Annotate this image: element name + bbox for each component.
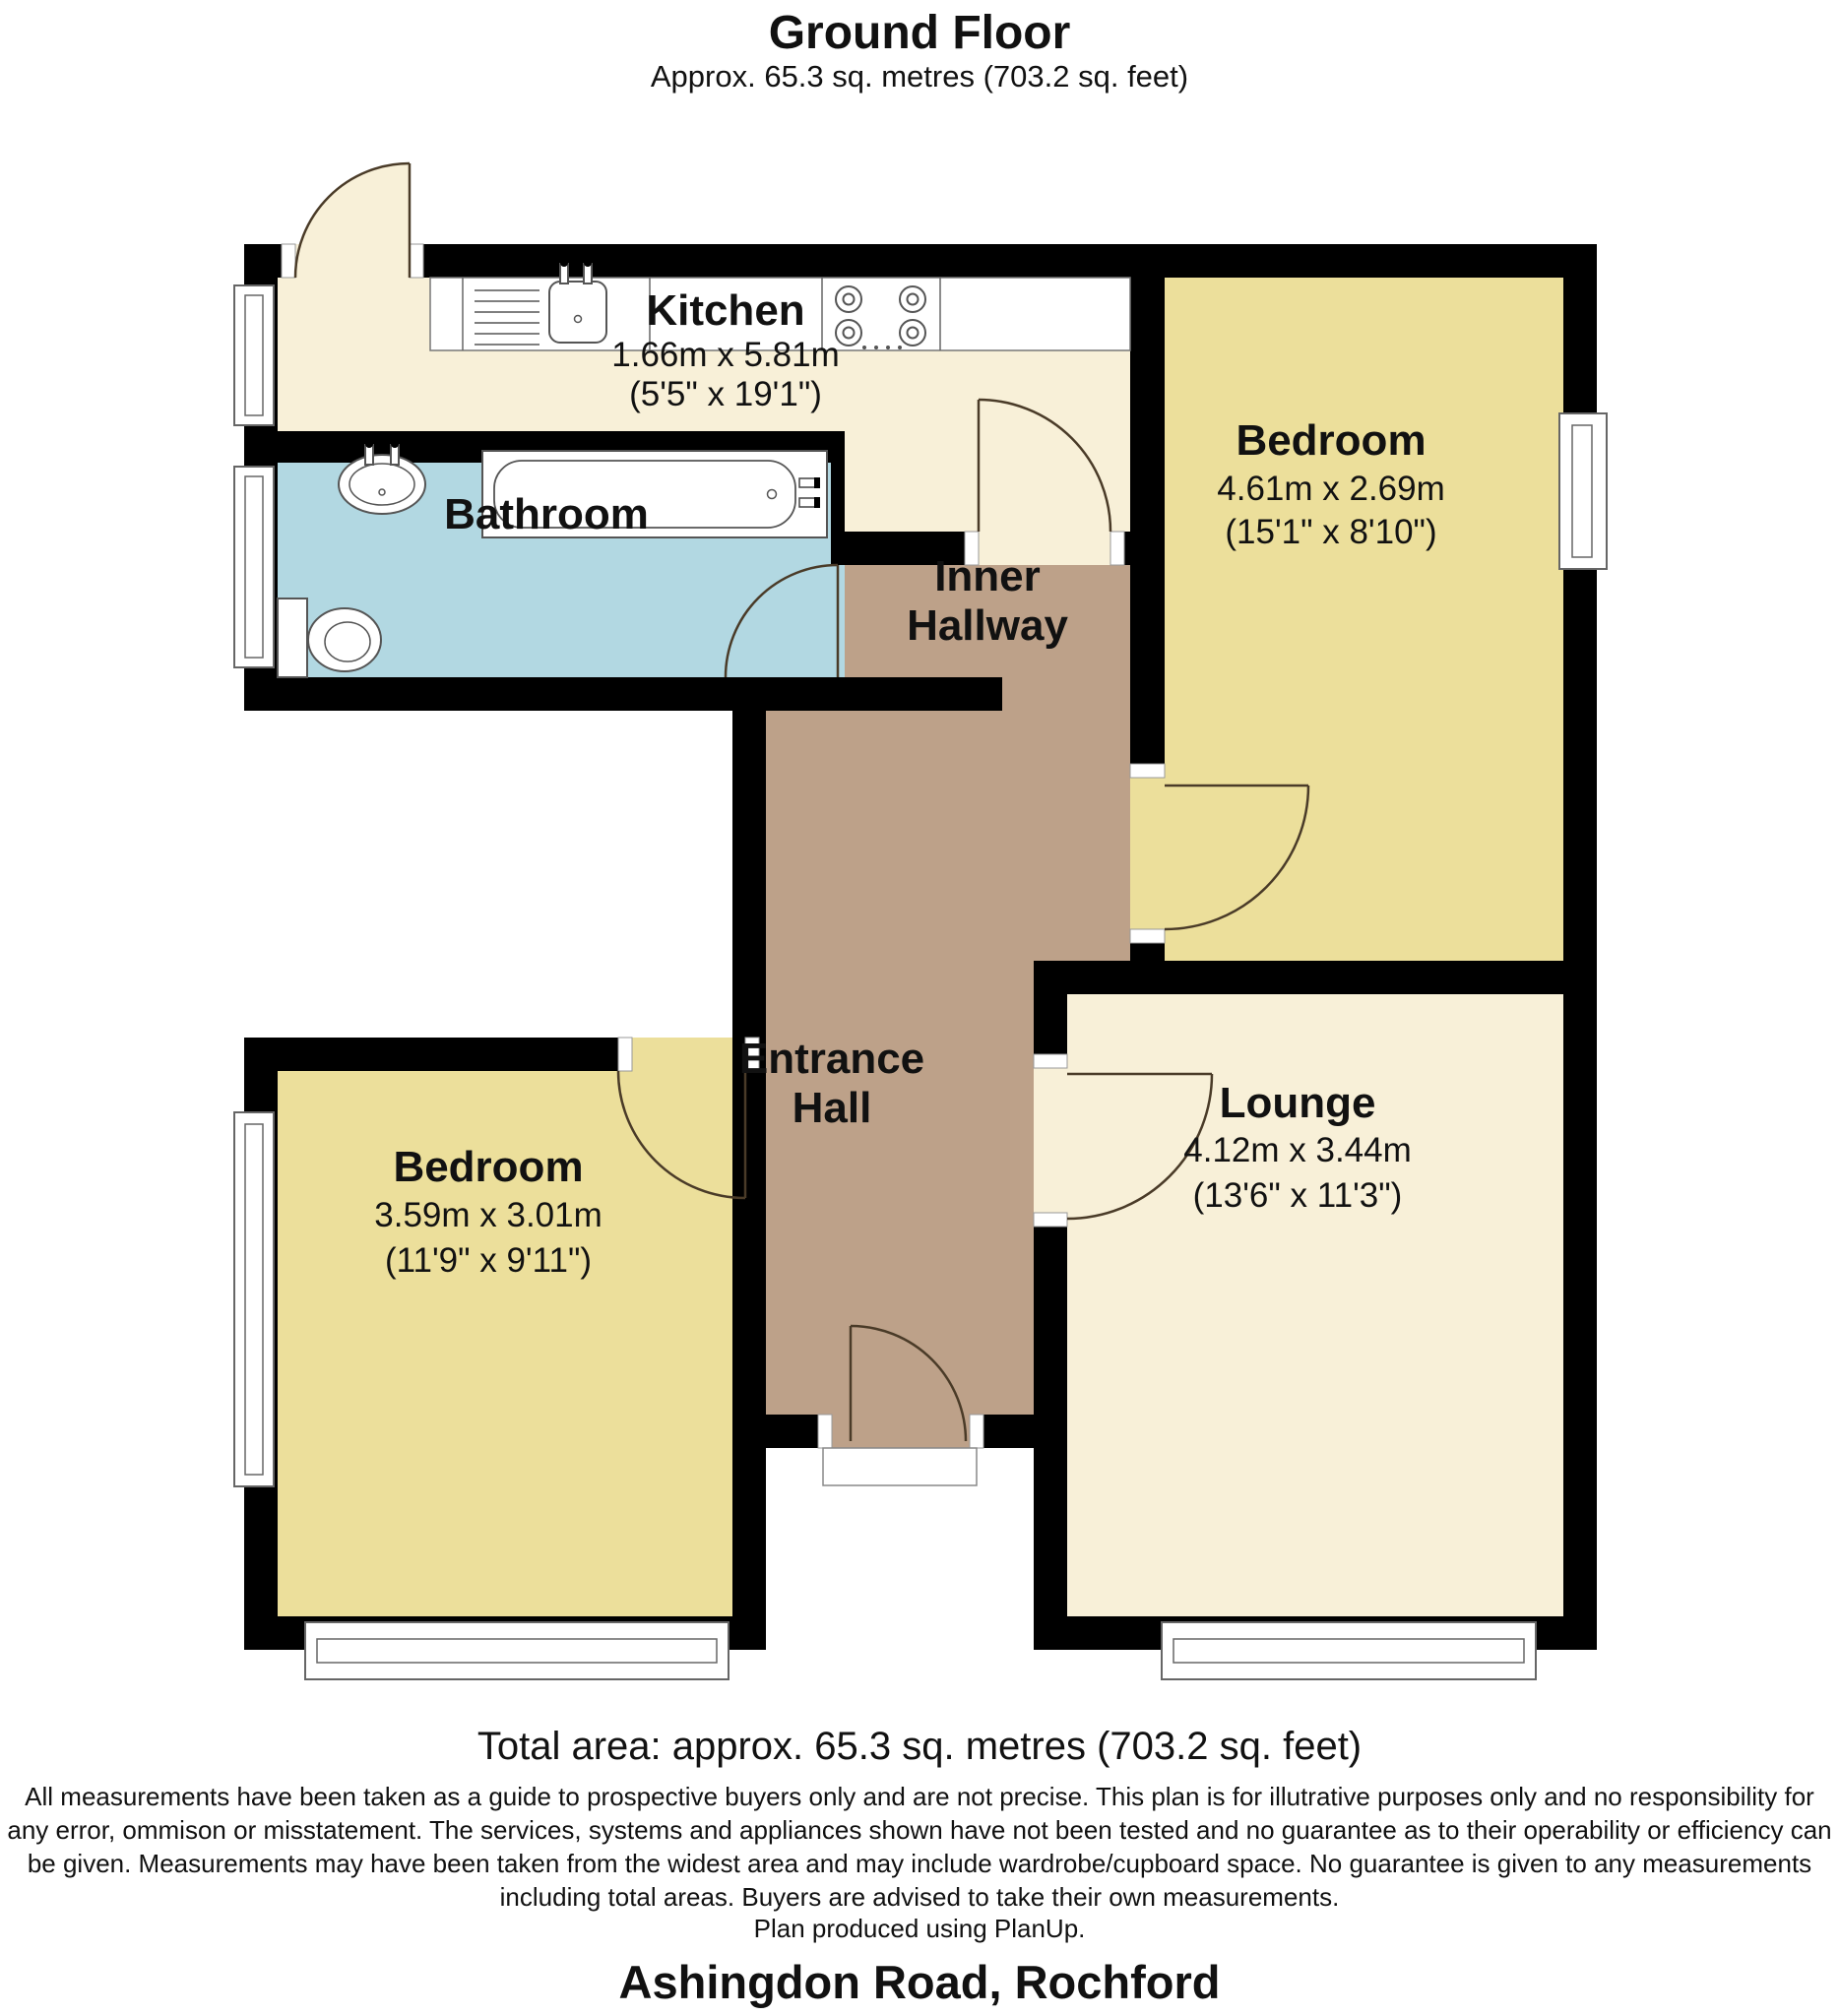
bedroom-right-window	[1559, 413, 1607, 569]
jamb	[282, 244, 295, 278]
bedroom-left-side-window	[234, 1112, 274, 1486]
entrance-hall-label-2: Hall	[792, 1084, 872, 1132]
jamb	[1130, 764, 1165, 778]
inner-hallway-label-2: Hallway	[907, 601, 1068, 650]
bedroom-right-floor	[1165, 278, 1563, 961]
room-floors	[278, 163, 1563, 1616]
jamb	[970, 1415, 983, 1448]
door-gap-lounge	[1034, 1068, 1067, 1213]
lounge-window	[1162, 1622, 1536, 1679]
bedroom-left-bottom-window	[305, 1622, 729, 1679]
bedroom-left-dim-metric: 3.59m x 3.01m	[374, 1196, 602, 1234]
lounge-label: Lounge	[1219, 1079, 1376, 1127]
page-title: Ground Floor	[768, 7, 1071, 59]
door-swing-top	[295, 163, 410, 278]
jamb	[818, 1415, 832, 1448]
inner-hallway-label-1: Inner	[934, 552, 1041, 600]
bathroom-window	[234, 467, 274, 667]
bedroom-right-dim-metric: 4.61m x 2.69m	[1217, 470, 1445, 508]
bedroom-left-label: Bedroom	[393, 1143, 584, 1191]
kitchen-label: Kitchen	[646, 286, 805, 335]
kitchen-window	[234, 285, 274, 425]
jamb	[410, 244, 423, 278]
jamb	[1034, 1213, 1067, 1227]
jamb	[1110, 532, 1124, 565]
front-step	[823, 1448, 977, 1485]
total-area-text: Total area: approx. 65.3 sq. metres (703.2 sq. feet)	[476, 1725, 1363, 1768]
bedroom-right-label: Bedroom	[1236, 416, 1427, 465]
door-gap-bedroom-left	[632, 1038, 745, 1071]
door-gap-bedroom-right	[1130, 778, 1165, 929]
bedroom-left-dim-imperial: (11'9" x 9'11")	[384, 1241, 593, 1280]
bathroom-label: Bathroom	[444, 490, 649, 538]
kitchen-dim-metric: 1.66m x 5.81m	[611, 336, 840, 374]
jamb	[1130, 929, 1165, 943]
address-title: Ashingdon Road, Rochford	[618, 1956, 1221, 2008]
jamb	[1034, 1054, 1067, 1068]
door-gap-front	[832, 1415, 970, 1448]
kitchen-dim-imperial: (5'5" x 19'1")	[629, 375, 822, 413]
lounge-dim-imperial: (13'6" x 11'3")	[1192, 1176, 1403, 1215]
page-subtitle: Approx. 65.3 sq. metres (703.2 sq. feet)	[650, 59, 1189, 94]
jamb	[618, 1038, 632, 1071]
entrance-hall-label-1: Entrance	[738, 1035, 925, 1083]
bedroom-right-dim-imperial: (15'1" x 8'10")	[1225, 513, 1437, 551]
disclaimer-text: All measurements have been taken as a guide to prospective buyers only and are not precise. This plan is for illutrative purposes only and no responsibility for any error, ommison or misstatement. The services, systems and appliances shown have not been tested and no guarantee as to their operability or efficiency can be given. Measurements may have been taken from the widest area and may include wardrobe/cupboard space. No guarantee is given to any measurements including total areas. Buyers are advised to take their own measurements.	[7, 1782, 1832, 1912]
credit-text: Plan produced using PlanUp.	[753, 1914, 1086, 1943]
lounge-dim-metric: 4.12m x 3.44m	[1183, 1131, 1412, 1169]
